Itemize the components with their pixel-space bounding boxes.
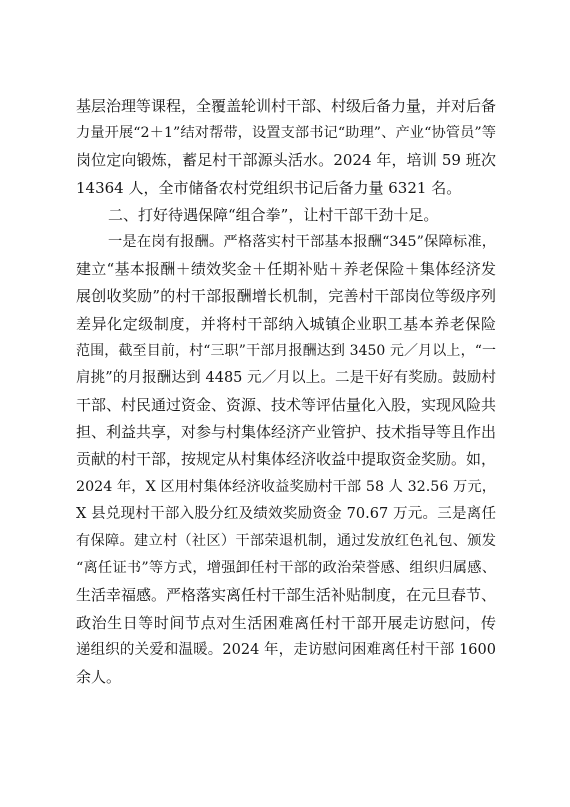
text-line: 生活幸福感。严格落实离任村干部生活补贴制度，在元旦春节、 <box>76 586 497 605</box>
text-line: 范围，截至目前，村“三职”干部月报酬达到 3450 元／月以上，“一 <box>76 342 496 359</box>
text-line: 一是在岗有报酬。严格落实村干部基本报酬“345”保障标准， <box>108 233 496 250</box>
text-line: 有保障。建立村（社区）干部荣退机制，通过发放红色礼包、颁发 <box>76 533 496 549</box>
text-line: 干部、村民通过资金、资源、技术等评估量化入股，实现风险共 <box>76 396 497 415</box>
text-line: 岗位定向锻炼，蓄足村干部源头活水。2024 年，培训 59 班次 <box>76 151 496 170</box>
text-line: 力量开展“2＋1”结对帮带，设置支部书记“助理”、产业“协管员”等 <box>76 125 496 142</box>
text-line: 政治生日等时间节点对生活困难离任村干部开展走访慰问，传 <box>76 613 496 632</box>
text-line: “离任证书”等方式，增强卸任村干部的政治荣誉感、组织归属感、 <box>76 560 496 577</box>
section-heading: 二、打好待遇保障“组合拳”，让村干部干劲十足。 <box>108 205 439 224</box>
text-line: 14364 人，全市储备农村党组织书记后备力量 6321 名。 <box>76 178 462 197</box>
text-line: 肩挑”的月报酬达到 4485 元／月以上。二是干好有奖励。鼓励村 <box>76 369 496 386</box>
text-line: 余人。 <box>76 667 122 686</box>
text-line: 贡献的村干部，按规定从村集体经济收益中提取资金奖励。如， <box>76 450 497 469</box>
text-line: 建立“基本报酬＋绩效奖金＋任期补贴＋养老保险＋集体经济发 <box>76 260 496 279</box>
text-line: 差异化定级制度，并将村干部纳入城镇企业职工基本养老保险 <box>76 314 496 333</box>
text-line: 基层治理等课程，全覆盖轮训村干部、村级后备力量，并对后备 <box>76 97 497 115</box>
body-text <box>76 93 496 691</box>
text-line: 担、利益共享，对参与村集体经济产业管护、技术指导等且作出 <box>76 423 497 442</box>
text-line: 递组织的关爱和温暖。2024 年，走访慰问困难离任村干部 1600 <box>76 641 496 658</box>
text-line: X 县兑现村干部入股分红及绩效奖励资金 70.67 万元。三是离任 <box>76 505 496 522</box>
text-line: 2024 年，X 区用村集体经济收益奖励村干部 58 人 32.56 万元， <box>76 478 496 495</box>
text-line: 展创收奖励”的村干部报酬增长机制，完善村干部岗位等级序列 <box>76 287 496 306</box>
